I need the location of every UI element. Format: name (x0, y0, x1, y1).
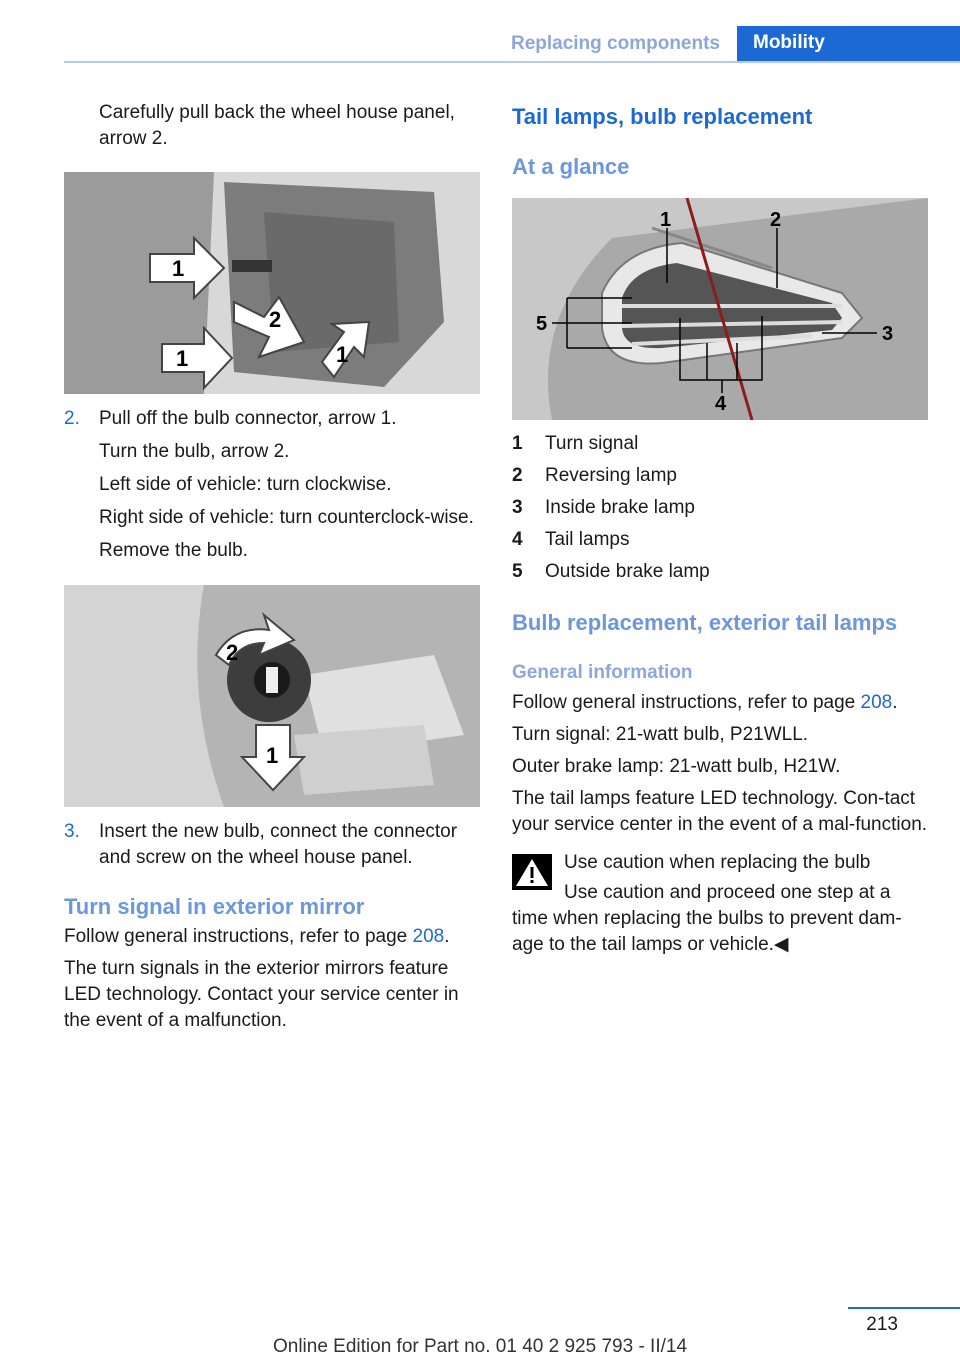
general-page-link[interactable]: 208 (860, 692, 893, 713)
legend-label: Inside brake lamp (545, 497, 695, 518)
led-note: The tail lamps feature LED technology. Con‐tact your service center in the event of a mal‐function. (512, 788, 928, 835)
general-ref-end: . (892, 692, 898, 713)
mirror-ref-text: Follow general instructions, refer to page (64, 926, 413, 947)
step-3 (64, 819, 480, 878)
general-ref-text: Follow general instructions, refer to page (512, 692, 861, 713)
bulb-replacement-heading: Bulb replacement, exterior tail lamps (512, 610, 898, 635)
step-2-line-1: Pull off the bulb connector, arrow 1. (99, 408, 397, 429)
step-3-body (99, 819, 480, 878)
general-info-heading: General information (512, 662, 693, 683)
legend-item (512, 556, 928, 588)
warning-block (512, 850, 928, 958)
legend-num: 2 (512, 465, 523, 486)
tail-fig-label-4: 4 (715, 393, 727, 415)
fig1-label-1a: 1 (172, 256, 185, 281)
outer-brake-spec: Outer brake lamp: 21‐watt bulb, H21W. (512, 756, 841, 777)
legend-label: Outside brake lamp (545, 561, 710, 582)
legend-num: 4 (512, 529, 523, 550)
legend-item (512, 428, 928, 460)
step-2-number: 2. (64, 408, 80, 429)
legend-label: Tail lamps (545, 529, 630, 550)
legend-num: 1 (512, 433, 523, 454)
left-column (64, 100, 480, 1034)
section-title: Tail lamps, bulb replacement (512, 104, 813, 129)
legend-label: Reversing lamp (545, 465, 677, 486)
step-3-number: 3. (64, 821, 80, 842)
header-section-title: Replacing components (510, 33, 720, 54)
warning-title: Use caution when replacing the bulb (564, 852, 871, 873)
legend-num: 3 (512, 497, 523, 518)
legend-item (512, 492, 928, 524)
warning-icon (512, 854, 552, 890)
general-reference (512, 690, 928, 716)
step-2-line-4: Right side of vehicle: turn counterclock‐wise. (99, 507, 474, 528)
intro-text: Carefully pull back the wheel house panel, arrow 2. (99, 102, 455, 149)
legend-item (512, 524, 928, 556)
legend-item (512, 460, 928, 492)
mirror-reference (64, 924, 480, 950)
step-3-text: Insert the new bulb, connect the connector and screw on the wheel house panel. (99, 821, 458, 868)
wheel-house-figure (64, 172, 480, 394)
tail-fig-label-1: 1 (660, 209, 672, 231)
step-2-line-3: Left side of vehicle: turn clockwise. (99, 474, 392, 495)
fig2-label-1: 1 (266, 743, 279, 768)
page-number: 213 (866, 1314, 898, 1335)
warning-body: Use caution and proceed one step at a time when replacing the bulbs to prevent dam‐age to the tail lamps or vehicle.◀ (512, 882, 902, 955)
fig1-label-1c: 1 (336, 342, 349, 367)
tail-fig-label-2: 2 (770, 209, 782, 231)
turn-signal-spec: Turn signal: 21‐watt bulb, P21WLL. (512, 724, 809, 745)
right-column (512, 100, 928, 958)
header-chapter-tab: Mobility (737, 26, 960, 62)
step-2-line-2: Turn the bulb, arrow 2. (99, 441, 290, 462)
header-rule (64, 61, 960, 63)
at-a-glance-heading: At a glance (512, 154, 630, 179)
legend-list (512, 428, 928, 588)
legend-num: 5 (512, 561, 523, 582)
mirror-heading: Turn signal in exterior mirror (64, 894, 365, 919)
edition-footer: Online Edition for Part no. 01 40 2 925 793 - II/14 (272, 1336, 688, 1357)
mirror-ref-end: . (444, 926, 450, 947)
tail-lamp-figure (512, 198, 928, 420)
mirror-page-link[interactable]: 208 (412, 926, 445, 947)
footer-rule (848, 1307, 960, 1309)
fig1-label-2: 2 (269, 307, 282, 332)
step-2-line-5: Remove the bulb. (99, 540, 248, 561)
step-2 (64, 406, 480, 571)
bulb-socket-figure (64, 585, 480, 807)
fig2-label-2: 2 (226, 640, 239, 665)
tail-fig-label-5: 5 (536, 313, 548, 335)
tail-fig-label-3: 3 (882, 323, 894, 345)
step-2-body (99, 406, 474, 571)
mirror-body: The turn signals in the exterior mirrors feature LED technology. Contact your service center in the event of a malfunction. (64, 958, 459, 1031)
fig1-label-1b: 1 (176, 346, 189, 371)
legend-label: Turn signal (545, 433, 639, 454)
